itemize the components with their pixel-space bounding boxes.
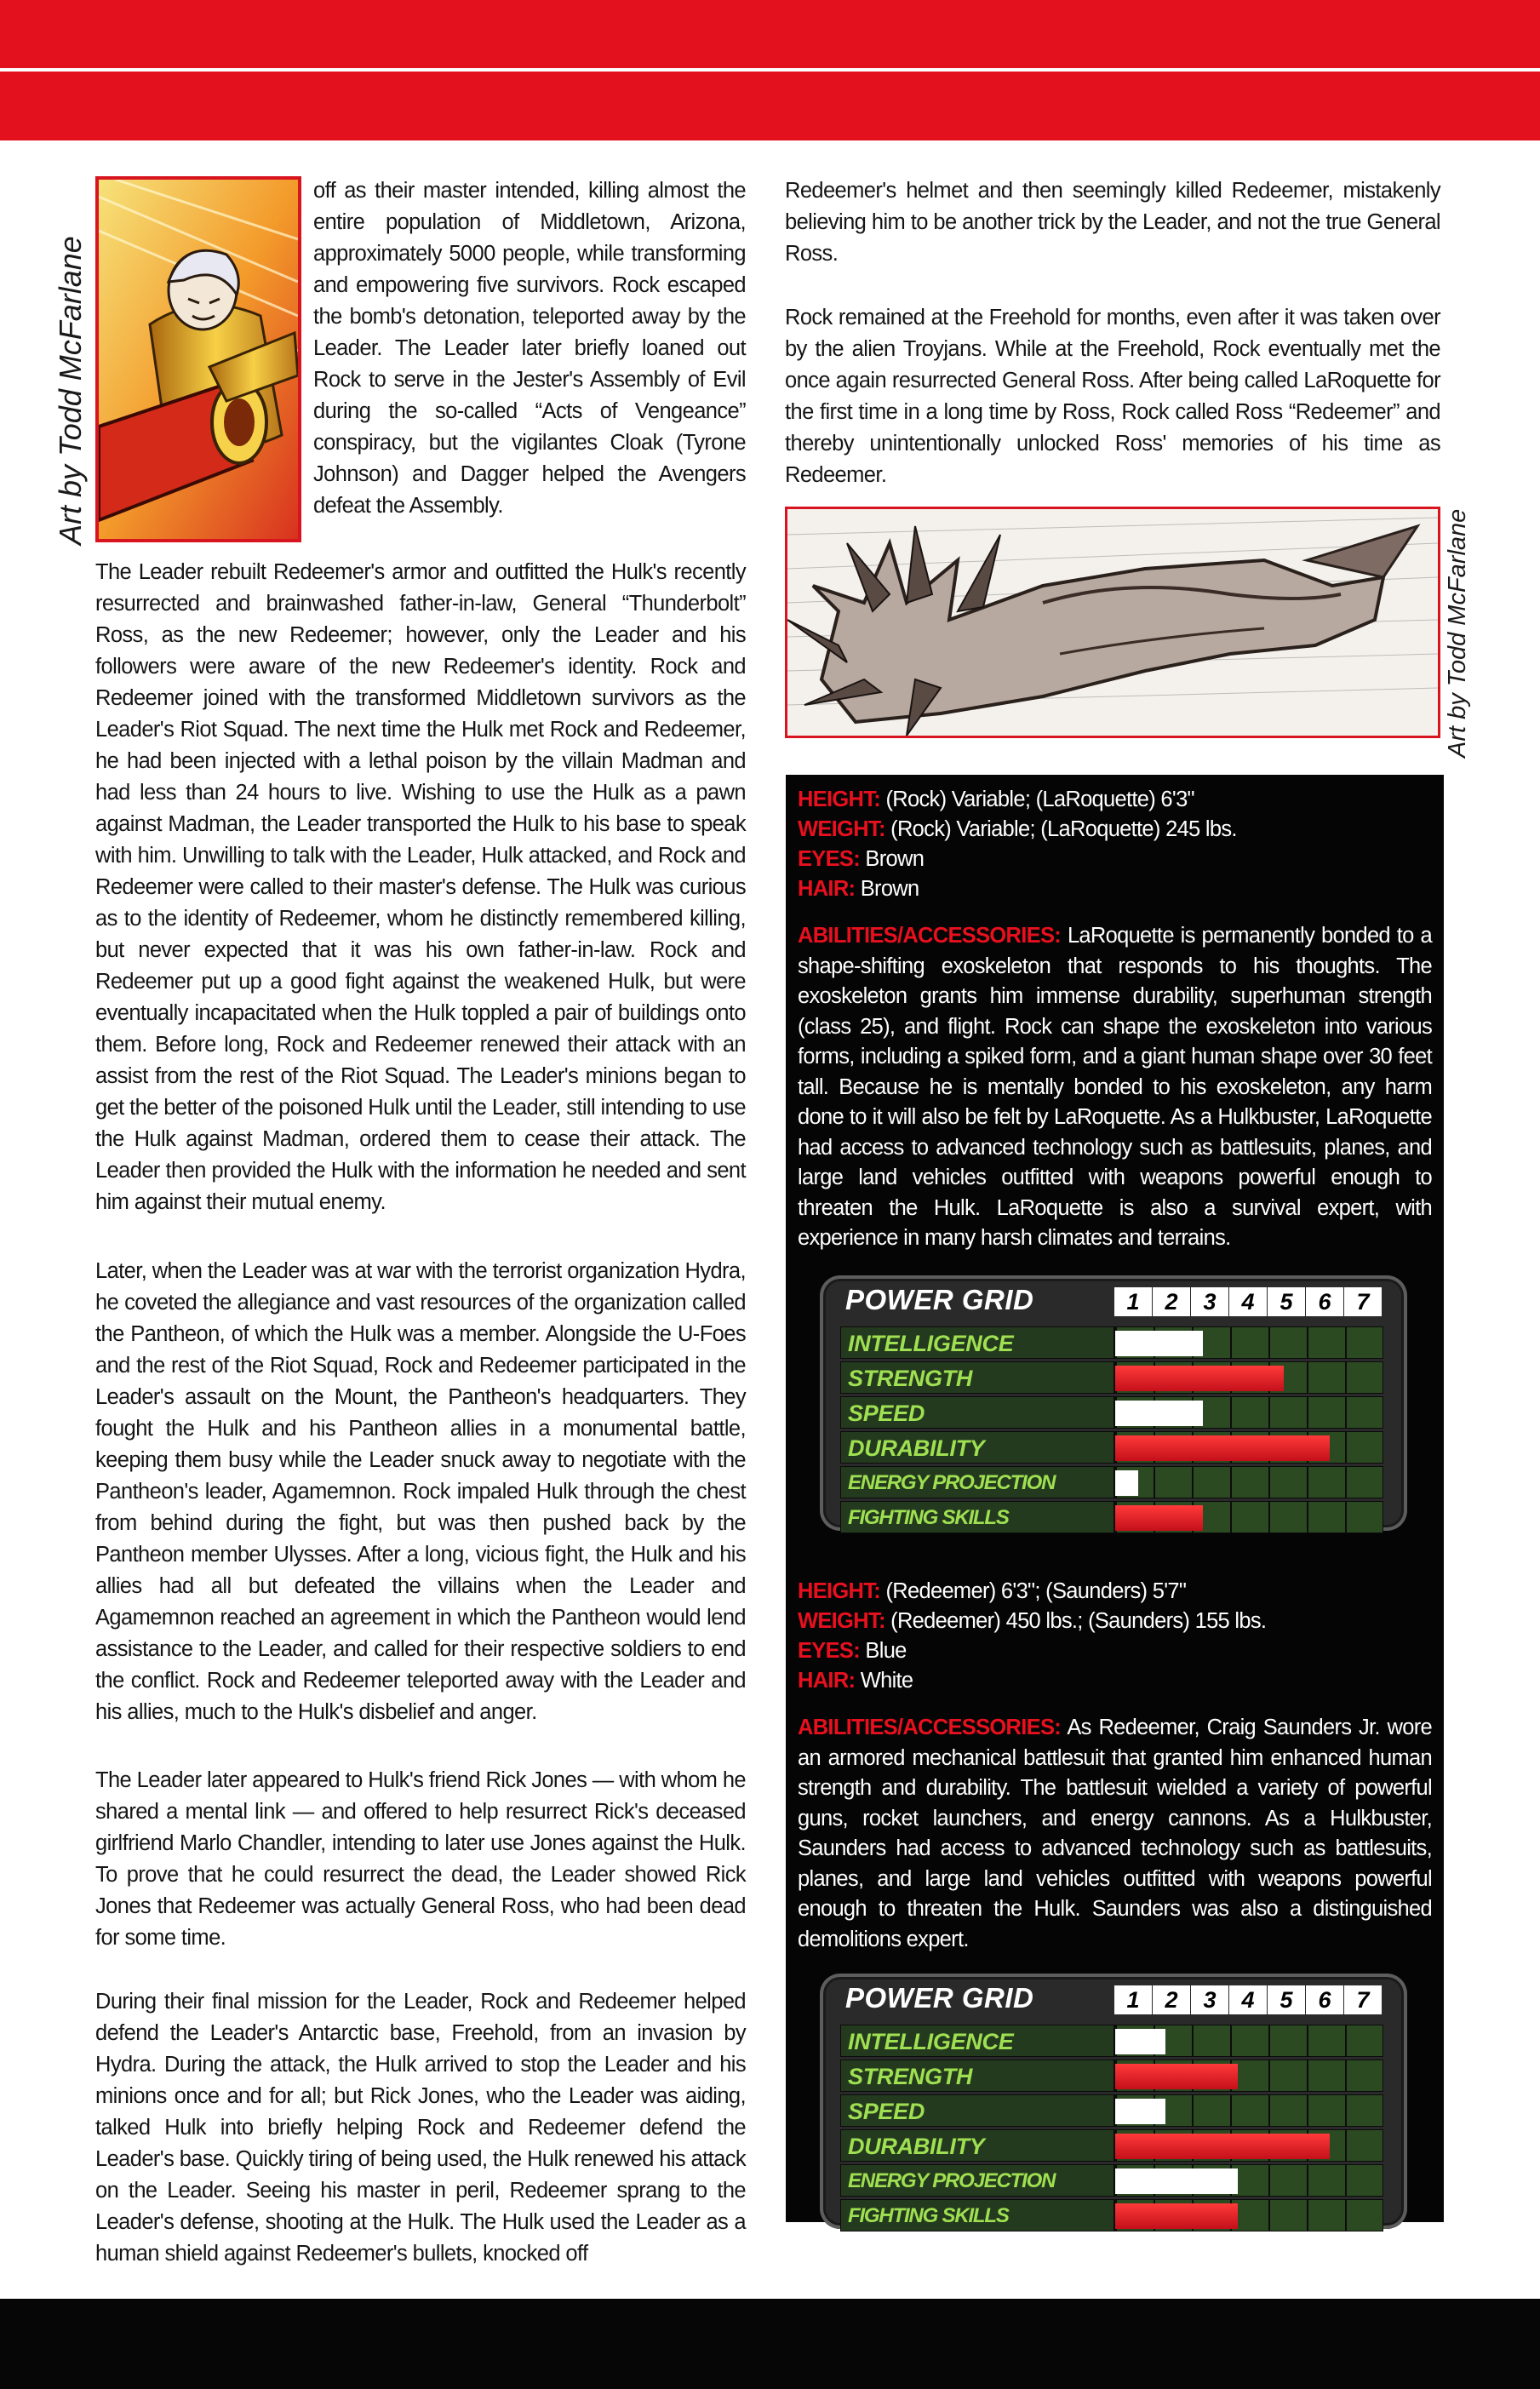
power-grid-rock bbox=[820, 1275, 1407, 1531]
redeemer-height bbox=[798, 1577, 1186, 1607]
body-paragraph: The Leader later appeared to Hulk's friend Rick Jones — with whom he shared a mental link — and offered to help resurrect Rick's deceased girlfriend Marlo Chandler, intending to later use Jones against the Hulk. To prove that he could resurrect the dead, the Leader showed Rick Jones that Redeemer was actually General Ross, who had been dead for some time. bbox=[95, 1768, 746, 1950]
power-grid-scale-number: 1 bbox=[1114, 1985, 1152, 2014]
stat-value: (Rock) Variable; (LaRoquette) 245 lbs. bbox=[890, 817, 1237, 841]
body-paragraph: off as their master intended, killing almost the entire population of Middletown, Arizona, approximately 5000 people, while transforming and empowering five survivors. Rock escaped the bomb's detonation, teleported away by the Leader. The Leader later briefly loaned out Rock to serve in the Jester's Assembly of Evil during the so-called “Acts of Vengeance” conspiracy, but the vigilantes Cloak (Tyrone Johnson) and Dagger helped the Avengers defeat the Assembly. bbox=[313, 179, 746, 518]
power-grid-bar bbox=[1115, 2203, 1238, 2229]
power-grid-scale-number: 6 bbox=[1306, 1985, 1343, 2014]
power-grid-scale-number: 3 bbox=[1191, 1287, 1228, 1316]
power-grid-scale-number: 4 bbox=[1229, 1287, 1267, 1316]
art-credit-2: Art by Todd McFarlane bbox=[1444, 508, 1471, 758]
power-grid-cells bbox=[1114, 2025, 1383, 2057]
power-grid-label: DURABILITY bbox=[840, 2129, 1114, 2162]
power-grid-scale-number: 6 bbox=[1306, 1287, 1343, 1316]
power-grid-cells bbox=[1114, 2129, 1383, 2162]
power-grid-bar bbox=[1115, 1331, 1203, 1356]
power-grid-label: STRENGTH bbox=[840, 1361, 1114, 1394]
body-paragraph: Later, when the Leader was at war with the terrorist organization Hydra, he coveted the allegiance and vast resources of the organization called the Pantheon, of which the Hulk was a member. Alongside the U-Foes and the rest of the Riot Squad, Rock and Redeemer participated in the Leader's assault on the Mount, the Pantheon's headquarters. They fought the Hulk and his Pantheon allies in a monumental battle, keeping them busy while the Leader snuck away to negotiate with the Pantheon's leader, Agamemnon. Rock impaled Hulk through the chest from behind during the fight, but was then pushed back by the Pantheon member Ulysses. After a long, vicious fight, the Hulk and his allies had all but defeated the villains when the Leader and Agamemnon reached an agreement in which the Pantheon would lend assistance to the Leader, and called for their respective soldiers to end the conflict. Rock and Redeemer teleported away with the Leader and his allies, much to the Hulk's disbelief and anger. bbox=[95, 1259, 746, 1724]
header-rule bbox=[0, 68, 1540, 72]
redeemer-weight bbox=[798, 1607, 1266, 1636]
power-grid-scale-number: 5 bbox=[1268, 1985, 1305, 2014]
power-grid-cells bbox=[1114, 2094, 1383, 2127]
rock-hair bbox=[798, 874, 919, 904]
redeemer-eyes bbox=[798, 1636, 907, 1666]
power-grid-bar bbox=[1115, 2064, 1238, 2089]
power-grid-label: ENERGY PROJECTION bbox=[840, 2164, 1114, 2197]
rock-abilities bbox=[798, 921, 1432, 1254]
stat-value: (Redeemer) 450 lbs.; (Saunders) 155 lbs. bbox=[890, 1609, 1267, 1633]
stat-label: HAIR: bbox=[798, 1669, 856, 1693]
power-grid-label: INTELLIGENCE bbox=[840, 2025, 1114, 2057]
power-grid-label: FIGHTING SKILLS bbox=[840, 2199, 1114, 2231]
power-grid-scale-number: 4 bbox=[1229, 1985, 1267, 2014]
power-grid-cells bbox=[1114, 1501, 1383, 1533]
power-grid-title: POWER GRID bbox=[845, 1284, 1034, 1315]
power-grid-label: ENERGY PROJECTION bbox=[840, 1466, 1114, 1498]
stat-value: White bbox=[860, 1669, 913, 1693]
power-grid-bar bbox=[1115, 1470, 1138, 1496]
stat-label: ABILITIES/ACCESSORIES: bbox=[798, 924, 1062, 948]
stat-value: Brown bbox=[865, 847, 925, 871]
stat-label: WEIGHT: bbox=[798, 817, 885, 841]
rock-weight bbox=[798, 815, 1237, 845]
power-grid-label: STRENGTH bbox=[840, 2060, 1114, 2092]
stat-value: (Redeemer) 6'3"; (Saunders) 5'7" bbox=[885, 1579, 1187, 1603]
power-grid-bar bbox=[1115, 2099, 1165, 2124]
power-grid-bar bbox=[1115, 2029, 1165, 2054]
power-grid-label: SPEED bbox=[840, 2094, 1114, 2127]
power-grid-cells bbox=[1114, 1361, 1383, 1394]
power-grid-scale-number: 3 bbox=[1191, 1985, 1228, 2014]
stat-label: WEIGHT: bbox=[798, 1609, 885, 1633]
stat-label: EYES: bbox=[798, 1639, 861, 1663]
stat-value: Brown bbox=[860, 877, 919, 901]
power-grid-scale-number: 1 bbox=[1114, 1287, 1152, 1316]
stat-label: HEIGHT: bbox=[798, 1579, 881, 1603]
power-grid-scale-number: 2 bbox=[1153, 1985, 1190, 2014]
redeemer-hair bbox=[798, 1666, 913, 1696]
power-grid-bar bbox=[1115, 1505, 1203, 1531]
power-grid-label: FIGHTING SKILLS bbox=[840, 1501, 1114, 1533]
character-stats-panel bbox=[786, 775, 1444, 2227]
body-paragraph: During their final mission for the Leader, Rock and Redeemer helped defend the Leader's Antarctic base, Freehold, from an invasion by Hydra. During the attack, the Hulk arrived to stop the Leader and his minions once and for all; but Rick Jones, who the Leader was aiding, talked Hulk into briefly helping Rock and Redeemer defend the Leader's base. Quickly tiring of being used, the Hulk renewed his attack on the Leader. Seeing his master in peril, Redeemer sprang to the Leader's defense, shooting at the Hulk. The Hulk used the Leader as a human shield against Redeemer's bullets, knocked off bbox=[95, 1990, 746, 2266]
stat-value: (Rock) Variable; (LaRoquette) 6'3" bbox=[885, 788, 1194, 811]
power-grid-cells bbox=[1114, 1431, 1383, 1464]
power-grid-bar bbox=[1115, 2168, 1238, 2194]
stat-label: EYES: bbox=[798, 847, 861, 871]
redeemer-illustration bbox=[99, 180, 298, 539]
stat-label: ABILITIES/ACCESSORIES: bbox=[798, 1716, 1062, 1739]
power-grid-scale-number: 7 bbox=[1344, 1287, 1382, 1316]
power-grid-scale-number: 7 bbox=[1344, 1985, 1382, 2014]
stat-label: HEIGHT: bbox=[798, 788, 881, 811]
art-redeemer bbox=[95, 176, 301, 542]
power-grid-cells bbox=[1114, 1396, 1383, 1429]
abilities-text: LaRoquette is permanently bonded to a shape-shifting exoskeleton that responds to his thoughts. The exoskeleton grants him immense durability, superhuman strength (class 25), and flight. Rock can shape the exoskeleton into various forms, including a spiked form, and a giant human shape over 30 feet tall. Because he is mentally bonded to his exoskeleton, any harm done to it will also be felt by LaRoquette. As a Hulkbuster, LaRoquette had access to advanced technology such as battlesuits, planes, and large land vehicles outfitted with weapons powerful enough to threaten the Hulk. LaRoquette is also a survival expert, with experience in many harsh climates and terrains. bbox=[798, 924, 1432, 1250]
power-grid-cells bbox=[1114, 1466, 1383, 1498]
abilities-text: As Redeemer, Craig Saunders Jr. wore an armored mechanical battlesuit that granted him enhanced human strength and durability. The battlesuit wielded a variety of powerful guns, rocket launchers, and energy cannons. As a Hulkbuster, Saunders had access to advanced technology such as battlesuits, planes, and large land vehicles outfitted with weapons powerful enough to threaten the Hulk. Saunders was also a distinguished demolitions expert. bbox=[798, 1716, 1432, 1951]
power-grid-bar bbox=[1115, 1401, 1203, 1426]
body-paragraph: Redeemer's helmet and then seemingly killed Redeemer, mistakenly believing him to be another trick by the Leader, and not the true General Ross. bbox=[785, 179, 1440, 266]
rock-eyes bbox=[798, 845, 924, 874]
power-grid-label: SPEED bbox=[840, 1396, 1114, 1429]
power-grid-bar bbox=[1115, 1366, 1284, 1391]
rock-illustration bbox=[787, 509, 1438, 736]
redeemer-abilities bbox=[798, 1713, 1432, 1955]
power-grid-scale-number: 2 bbox=[1153, 1287, 1190, 1316]
power-grid-cells bbox=[1114, 1326, 1383, 1359]
power-grid-scale-number: 5 bbox=[1268, 1287, 1305, 1316]
power-grid-label: INTELLIGENCE bbox=[840, 1326, 1114, 1359]
art-credit-1: Art by Todd McFarlane bbox=[53, 236, 88, 545]
body-paragraph: The Leader rebuilt Redeemer's armor and outfitted the Hulk's recently resurrected and brainwashed father-in-law, General “Thunderbolt” Ross, as the new Redeemer; however, only the Leader and his followers were aware of the new Redeemer's identity. Rock and Redeemer joined with the transformed Middletown survivors as the Leader's Riot Squad. The next time the Hulk met Rock and Redeemer, he had been injected with a lethal poison by the villain Madman and had less than 24 hours to live. Wishing to use the Hulk as a pawn against Madman, the Leader transported the Hulk to his base to speak with him. Unwilling to talk with the Leader, Hulk attacked, and Rock and Redeemer were called to their master's defense. The Hulk was curious as to the identity of Redeemer, whom he distinctly remembered killing, but never expected that it was his own father-in-law. Rock and Redeemer put up a good fight against the weakened Hulk, but were eventually incapacitated when the Hulk toppled a pair of buildings onto them. Before long, Rock and Redeemer renewed their attack with an assist from the rest of the Riot Squad. The Leader's minions began to get the better of the poisoned Hulk until the Leader, still intending to use the Hulk against Madman, ordered them to cease their attack. The Leader then provided the Hulk with the information he needed and sent him against their mutual enemy. bbox=[95, 560, 746, 1214]
stat-value: Blue bbox=[865, 1639, 907, 1663]
stat-label: HAIR: bbox=[798, 877, 856, 901]
power-grid-cells bbox=[1114, 2199, 1383, 2231]
art-rock bbox=[785, 507, 1440, 738]
power-grid-label: DURABILITY bbox=[840, 1431, 1114, 1464]
power-grid-bar bbox=[1115, 2134, 1330, 2159]
power-grid-cells bbox=[1114, 2164, 1383, 2197]
power-grid-redeemer bbox=[820, 1974, 1407, 2229]
power-grid-bar bbox=[1115, 1435, 1330, 1461]
rock-height bbox=[798, 785, 1194, 815]
body-paragraph: Rock remained at the Freehold for months, even after it was taken over by the alien Troyjans. While at the Freehold, Rock eventually met the once again resurrected General Ross. After being called LaRoquette for the first time in a long time by Ross, Rock called Ross “Redeemer” and thereby unintentionally unlocked Ross' memories of his time as Redeemer. bbox=[785, 306, 1440, 487]
power-grid-cells bbox=[1114, 2060, 1383, 2092]
power-grid-title: POWER GRID bbox=[845, 1982, 1034, 2014]
header-band bbox=[0, 0, 1540, 140]
footer-band bbox=[0, 2299, 1540, 2389]
